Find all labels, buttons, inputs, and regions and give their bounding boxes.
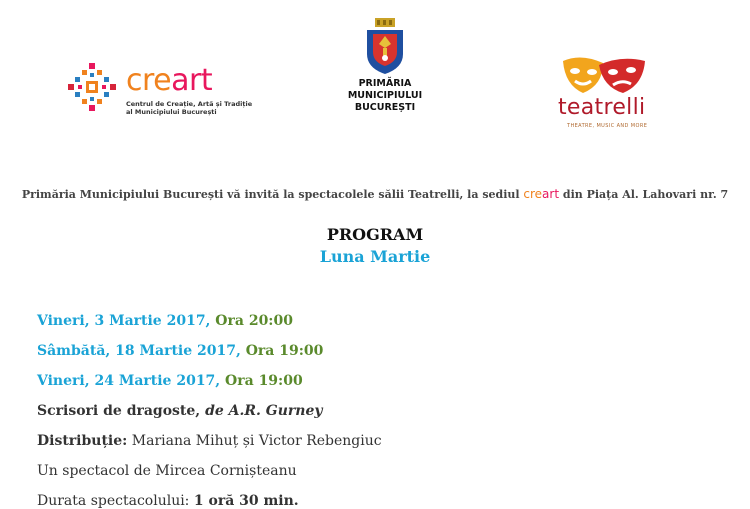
creart-emblem-icon [66,61,118,113]
invite-brand: creart [523,187,560,201]
cast-line: Distribuție: Mariana Mihuț și Victor Rebengiuc [37,433,382,449]
date-line-3: Vineri, 24 Martie 2017, Ora 19:00 [37,373,303,389]
theatre-masks-icon [559,55,649,97]
teatrelli-tagline: THEATRE, MUSIC AND MORE [567,123,648,129]
creart-subtitle: Centrul de Creație, Artă și Tradiție al Municipiului București [126,100,253,116]
month-title: Luna Martie [319,247,431,266]
primaria-name: PRIMĂRIA MUNICIPIULUI BUCUREȘTI [347,78,423,113]
creart-logo [66,55,326,125]
coat-of-arms-icon [363,18,407,76]
date-line-1: Vineri, 3 Martie 2017, Ora 20:00 [37,313,293,329]
teatrelli-logo [545,55,665,135]
date-line-2: Sâmbătă, 18 Martie 2017, Ora 19:00 [37,343,324,359]
teatrelli-wordmark: teatrelli [558,95,646,120]
invitation-line: Primăria Municipiului București vă invită la spectacolele sălii Teatrelli, la sediul creart din Piața Al. Lahovari nr. 7 [21,187,729,201]
creart-wordmark: creart [126,63,213,98]
show-title: Scrisori de dragoste, de A.R. Gurney [37,403,323,419]
duration-line: Durata spectacolului: 1 oră 30 min. [37,493,299,509]
logo-row [0,0,750,150]
program-title: PROGRAM [326,225,424,244]
primaria-logo [330,18,440,128]
director-line: Un spectacol de Mircea Cornișteanu [37,463,297,479]
